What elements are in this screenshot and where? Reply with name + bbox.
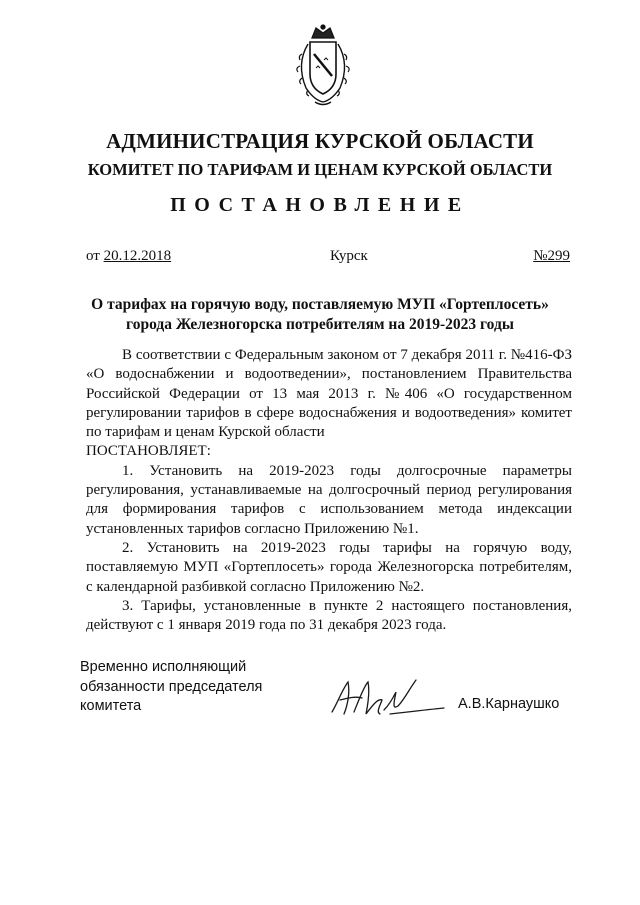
decree-word: ПОСТАНОВЛЯЕТ: <box>86 443 211 460</box>
title-line-2: города Железногорска потребителям на 2019-2023 годы <box>126 316 514 333</box>
document-number <box>533 248 570 265</box>
number-value: 299 <box>547 248 570 264</box>
document-body <box>86 346 572 635</box>
title-line-1: О тарифах на горячую воду, поставляемую МУП «Гортеплосеть» <box>91 296 549 313</box>
number-prefix: № <box>533 248 548 264</box>
position-line-1: Временно исполняющий <box>80 659 247 675</box>
organization-name: АДМИНИСТРАЦИЯ КУРСКОЙ ОБЛАСТИ <box>106 129 534 153</box>
signatory-position <box>80 658 262 717</box>
date-value: 20.12.2018 <box>103 248 172 264</box>
coat-of-arms-icon <box>290 24 356 108</box>
position-line-2: обязанности председателя <box>80 678 263 695</box>
document-type: ПОСТАНОВЛЕНИЕ <box>170 194 470 216</box>
clause-3: 3. Тарифы, установленные в пункте 2 настоящего постановления, действуют с 1 января 2019 года по 31 декабря 2023 года. <box>86 597 572 634</box>
clause-1: 1. Установить на 2019-2023 годы долгосрочные параметры регулирования, устанавливаемые на долгосрочный период регулирования для формирования тарифов с использованием метода индексации установленных тарифов согласно Приложению №1. <box>86 462 572 537</box>
document-date <box>86 248 171 265</box>
clause-2: 2. Установить на 2019-2023 годы тарифы на горячую воду, поставляемую МУП «Гортеплосеть» города Железногорска потребителям, с календарной разбивкой согласно Приложению №2. <box>86 539 572 595</box>
date-prefix: от <box>86 248 104 264</box>
preamble-paragraph: В соответствии с Федеральным законом от 7 декабря 2011 г. №416-ФЗ «О водоснабжении и водоотведении», постановлением Правительства Российской Федерации от 13 мая 2013 г. №406 «О государственном регулировании тарифов в сфере водоснабжения и водоотведения» комитет по тарифам и ценам Курской области <box>86 347 572 441</box>
signatory-name: А.В.Карнаушко <box>458 696 560 712</box>
document-title <box>0 295 640 335</box>
committee-name: КОМИТЕТ ПО ТАРИФАМ И ЦЕНАМ КУРСКОЙ ОБЛАСТИ <box>87 160 553 179</box>
handwritten-signature <box>328 672 446 722</box>
position-line-3: комитета <box>80 698 142 714</box>
document-city: Курск <box>330 248 368 264</box>
